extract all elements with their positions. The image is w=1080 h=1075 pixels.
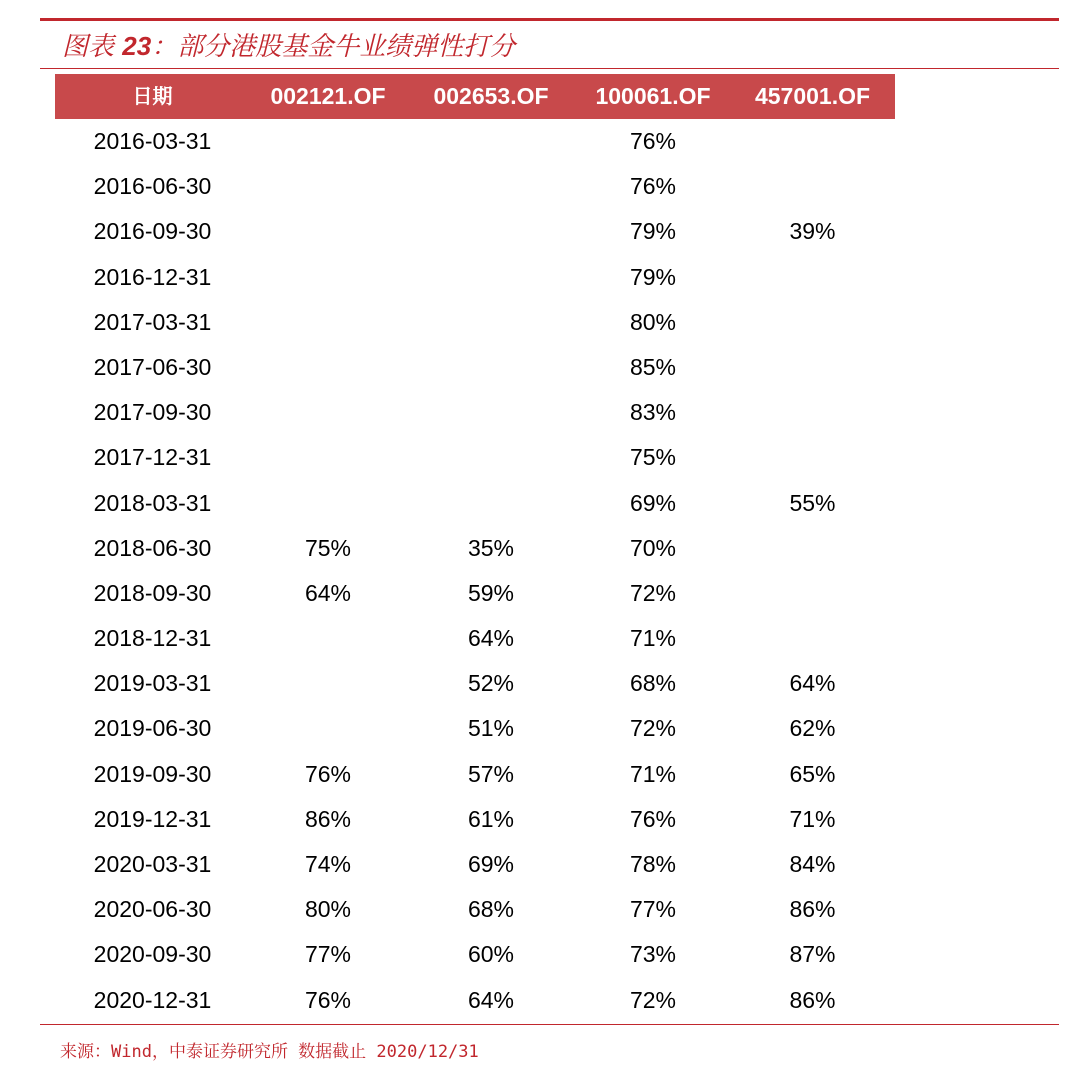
value-cell: 75% — [629, 444, 677, 471]
date-cell: 2018-06-30 — [93, 534, 212, 561]
value-cell: 76% — [629, 173, 677, 200]
value-cell: 64% — [467, 625, 515, 652]
table-header — [55, 74, 895, 119]
value-cell — [250, 706, 406, 751]
date-cell: 2016-12-31 — [93, 263, 212, 290]
value-cell: 59% — [467, 579, 515, 606]
top-rule — [40, 18, 1059, 21]
bottom-rule — [40, 1024, 1059, 1025]
date-cell: 2020-06-30 — [93, 896, 212, 923]
value-cell: 86% — [789, 986, 836, 1013]
table-row — [55, 571, 895, 616]
value-cell — [730, 526, 895, 571]
date-cell: 2018-09-30 — [93, 579, 212, 606]
value-cell: 61% — [467, 805, 515, 832]
value-cell — [250, 661, 406, 706]
value-cell: 77% — [304, 941, 352, 968]
date-cell: 2016-03-31 — [93, 128, 212, 154]
value-cell: 79% — [629, 263, 677, 290]
value-cell: 75% — [304, 534, 352, 561]
date-cell: 2017-03-31 — [93, 308, 212, 335]
value-cell — [406, 119, 576, 164]
value-cell — [250, 481, 406, 526]
value-cell — [730, 164, 895, 209]
value-cell: 85% — [629, 353, 677, 380]
value-cell: 72% — [629, 579, 677, 606]
value-cell — [406, 300, 576, 345]
value-cell: 68% — [629, 670, 677, 697]
value-cell: 51% — [467, 715, 515, 742]
value-cell: 68% — [467, 896, 515, 923]
value-cell — [250, 345, 406, 390]
value-cell: 39% — [789, 218, 836, 245]
table-row — [55, 932, 895, 977]
table-row — [55, 390, 895, 435]
value-cell: 72% — [629, 986, 677, 1013]
table-row — [55, 661, 895, 706]
value-cell: 71% — [629, 625, 677, 652]
table-row — [55, 255, 895, 300]
column-header-fund: 002653.OF — [433, 83, 549, 109]
value-cell: 35% — [467, 534, 515, 561]
date-cell: 2019-03-31 — [93, 670, 212, 697]
value-cell — [730, 390, 895, 435]
data-table — [55, 74, 895, 1023]
value-cell — [406, 209, 576, 254]
value-cell — [250, 119, 406, 164]
table-row — [55, 345, 895, 390]
table-row — [55, 616, 895, 661]
source-note: 来源：Wind，中泰证券研究所 数据截止 2020/12/31 — [60, 1042, 479, 1062]
column-header-date: 日期 — [132, 84, 173, 108]
value-cell: 55% — [789, 489, 836, 516]
value-cell: 79% — [629, 218, 677, 245]
value-cell: 78% — [629, 851, 677, 877]
value-cell — [730, 571, 895, 616]
value-cell: 64% — [789, 670, 836, 697]
value-cell: 76% — [304, 760, 352, 787]
figure-title — [62, 26, 515, 66]
value-cell: 86% — [789, 896, 836, 923]
value-cell — [730, 300, 895, 345]
value-cell: 69% — [467, 851, 515, 877]
value-cell: 77% — [629, 896, 677, 923]
figure-title-prefix: 图表 — [62, 32, 115, 62]
date-cell: 2017-09-30 — [93, 399, 212, 426]
table-body — [55, 119, 895, 1023]
figure-title-text: 部分港股基金牛业绩弹性打分 — [177, 32, 516, 62]
table-row — [55, 978, 895, 1023]
value-cell: 69% — [629, 489, 677, 516]
value-cell: 65% — [789, 760, 836, 787]
date-cell: 2019-09-30 — [93, 760, 212, 787]
value-cell: 72% — [629, 715, 677, 742]
date-cell: 2018-12-31 — [93, 625, 212, 652]
title-rule — [40, 68, 1059, 69]
value-cell: 62% — [789, 715, 836, 742]
date-cell: 2016-09-30 — [93, 218, 212, 245]
value-cell: 70% — [629, 534, 677, 561]
value-cell — [406, 481, 576, 526]
value-cell — [250, 390, 406, 435]
value-cell — [730, 119, 895, 164]
value-cell: 60% — [467, 941, 515, 968]
table-row — [55, 300, 895, 345]
value-cell — [730, 616, 895, 661]
table-row — [55, 752, 895, 797]
table-row — [55, 435, 895, 480]
date-cell: 2017-12-31 — [93, 444, 212, 471]
date-cell: 2020-12-31 — [93, 986, 212, 1013]
date-cell: 2020-03-31 — [93, 851, 212, 877]
figure-title-separator: ： — [151, 32, 178, 62]
value-cell: 52% — [467, 670, 515, 697]
table-row — [55, 481, 895, 526]
table-row — [55, 797, 895, 842]
value-cell: 80% — [629, 308, 677, 335]
value-cell: 74% — [304, 851, 352, 877]
figure-title-number: 23 — [122, 31, 152, 61]
column-header-fund: 457001.OF — [754, 83, 871, 109]
value-cell — [406, 435, 576, 480]
table-row — [55, 119, 895, 164]
date-cell: 2017-06-30 — [93, 353, 212, 380]
value-cell — [730, 435, 895, 480]
date-cell: 2019-12-31 — [93, 805, 212, 832]
value-cell — [406, 164, 576, 209]
value-cell — [406, 390, 576, 435]
value-cell — [250, 209, 406, 254]
value-cell: 76% — [629, 128, 677, 154]
value-cell: 86% — [304, 805, 352, 832]
column-header-fund: 002121.OF — [270, 83, 386, 109]
value-cell: 64% — [467, 986, 515, 1013]
value-cell — [250, 255, 406, 300]
date-cell: 2018-03-31 — [93, 489, 212, 516]
value-cell — [406, 255, 576, 300]
value-cell — [730, 255, 895, 300]
date-cell: 2019-06-30 — [93, 715, 212, 742]
table-row — [55, 887, 895, 932]
table-row — [55, 706, 895, 751]
table-row — [55, 842, 895, 887]
value-cell: 76% — [304, 986, 352, 1013]
value-cell — [730, 345, 895, 390]
value-cell: 64% — [304, 579, 352, 606]
value-cell: 71% — [789, 805, 836, 832]
table-row — [55, 164, 895, 209]
value-cell: 83% — [629, 399, 677, 426]
date-cell: 2020-09-30 — [93, 941, 212, 968]
date-cell: 2016-06-30 — [93, 173, 212, 200]
value-cell: 80% — [304, 896, 352, 923]
value-cell: 57% — [467, 760, 515, 787]
value-cell: 76% — [629, 805, 677, 832]
table-row — [55, 209, 895, 254]
value-cell: 71% — [629, 760, 677, 787]
column-header-fund: 100061.OF — [595, 83, 711, 109]
value-cell — [250, 164, 406, 209]
value-cell — [250, 435, 406, 480]
value-cell — [406, 345, 576, 390]
value-cell: 87% — [789, 941, 836, 968]
value-cell: 84% — [789, 851, 836, 877]
value-cell: 73% — [629, 941, 677, 968]
value-cell — [250, 300, 406, 345]
value-cell — [250, 616, 406, 661]
table-row — [55, 526, 895, 571]
